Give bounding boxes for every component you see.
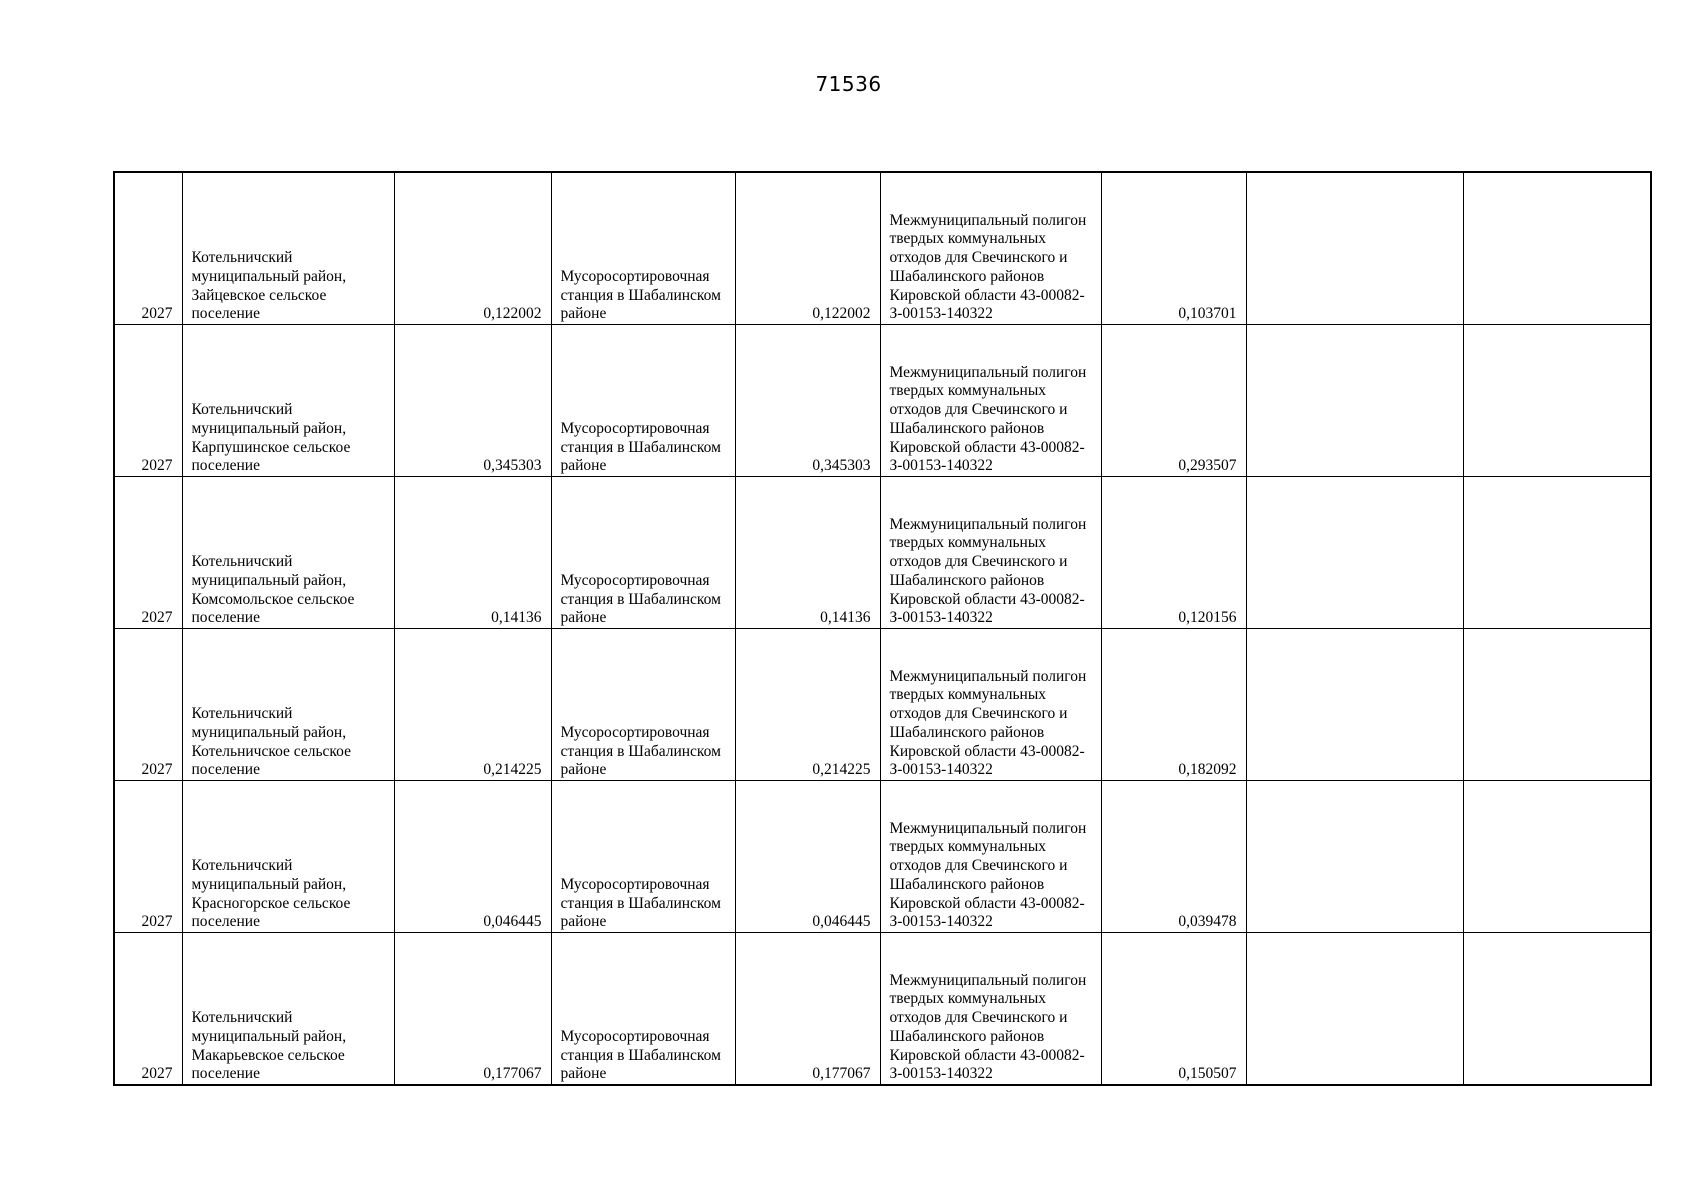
- facility-cell-text: Мусоросортировочная станция в Шабалинском районе: [560, 1027, 721, 1083]
- landfill-amount-cell: [1101, 933, 1246, 1086]
- empty-cell: [1463, 172, 1651, 325]
- landfill-amount-cell: [1101, 172, 1246, 325]
- landfill-amount-cell-text: 0,293507: [1178, 457, 1237, 475]
- page-number: 71536: [815, 72, 882, 96]
- year-cell-text: 2027: [141, 1065, 173, 1083]
- municipality-cell: [182, 629, 394, 781]
- municipality-cell-text: Котельничский муниципальный район, Карпушинское сельское поселение: [191, 401, 351, 475]
- facility-amount-cell-text: 0,345303: [812, 457, 871, 475]
- year-cell: [114, 172, 182, 325]
- facility-cell-text: Мусоросортировочная станция в Шабалинском районе: [560, 267, 721, 323]
- year-cell: [114, 629, 182, 781]
- table-row: [114, 629, 1651, 781]
- facility-amount-cell-text: 0,122002: [812, 305, 871, 323]
- amount-cell-text: 0,345303: [483, 457, 542, 475]
- landfill-cell-text: Межмуниципальный полигон твердых коммунальных отходов для Свечинского и Шабалинского районов Кировской области 43-00082-З-00153-140322: [889, 515, 1087, 627]
- year-cell-text: 2027: [141, 305, 173, 323]
- landfill-cell: [880, 933, 1101, 1086]
- municipality-cell-text: Котельничский муниципальный район, Красногорское сельское поселение: [191, 857, 351, 931]
- facility-amount-cell-text: 0,046445: [812, 913, 871, 931]
- empty-cell: [1246, 325, 1463, 477]
- landfill-cell: [880, 781, 1101, 933]
- facility-cell: [551, 629, 735, 781]
- year-cell: [114, 325, 182, 477]
- municipality-cell-text: Котельничский муниципальный район, Комсомольское сельское поселение: [191, 553, 355, 627]
- facility-amount-cell: [735, 172, 880, 325]
- table-row: [114, 933, 1651, 1086]
- facility-amount-cell: [735, 325, 880, 477]
- landfill-amount-cell: [1101, 477, 1246, 629]
- landfill-cell-text: Межмуниципальный полигон твердых коммунальных отходов для Свечинского и Шабалинского районов Кировской области 43-00082-З-00153-140322: [889, 971, 1087, 1083]
- facility-cell-text: Мусоросортировочная станция в Шабалинском районе: [560, 875, 721, 931]
- facility-amount-cell-text: 0,214225: [812, 761, 871, 779]
- landfill-amount-cell: [1101, 325, 1246, 477]
- facility-amount-cell: [735, 781, 880, 933]
- amount-cell-text: 0,046445: [483, 913, 542, 931]
- facility-cell-text: Мусоросортировочная станция в Шабалинском районе: [560, 419, 721, 475]
- empty-cell: [1246, 172, 1463, 325]
- facility-cell-text: Мусоросортировочная станция в Шабалинском районе: [560, 723, 721, 779]
- empty-cell: [1246, 933, 1463, 1086]
- year-cell: [114, 933, 182, 1086]
- facility-amount-cell: [735, 933, 880, 1086]
- amount-cell: [394, 933, 551, 1086]
- empty-cell: [1463, 933, 1651, 1086]
- amount-cell: [394, 172, 551, 325]
- municipality-cell: [182, 781, 394, 933]
- amount-cell-text: 0,14136: [491, 609, 542, 627]
- facility-amount-cell: [735, 629, 880, 781]
- empty-cell: [1246, 477, 1463, 629]
- landfill-cell-text: Межмуниципальный полигон твердых коммунальных отходов для Свечинского и Шабалинского районов Кировской области 43-00082-З-00153-140322: [889, 211, 1087, 323]
- municipality-cell-text: Котельничский муниципальный район, Котельничское сельское поселение: [191, 705, 351, 779]
- landfill-cell: [880, 477, 1101, 629]
- empty-cell: [1463, 477, 1651, 629]
- facility-cell-text: Мусоросортировочная станция в Шабалинском районе: [560, 571, 721, 627]
- municipality-cell: [182, 477, 394, 629]
- landfill-cell: [880, 172, 1101, 325]
- landfill-amount-cell: [1101, 781, 1246, 933]
- empty-cell: [1463, 781, 1651, 933]
- facility-amount-cell: [735, 477, 880, 629]
- amount-cell: [394, 477, 551, 629]
- landfill-amount-cell-text: 0,150507: [1178, 1065, 1237, 1083]
- amount-cell-text: 0,122002: [483, 305, 542, 323]
- amount-cell-text: 0,177067: [483, 1065, 542, 1083]
- facility-cell: [551, 781, 735, 933]
- amount-cell-text: 0,214225: [483, 761, 542, 779]
- landfill-cell-text: Межмуниципальный полигон твердых коммунальных отходов для Свечинского и Шабалинского районов Кировской области 43-00082-З-00153-140322: [889, 819, 1087, 931]
- table-row: [114, 172, 1651, 325]
- facility-amount-cell-text: 0,177067: [812, 1065, 871, 1083]
- municipality-cell-text: Котельничский муниципальный район, Макарьевское сельское поселение: [191, 1009, 347, 1083]
- landfill-amount-cell-text: 0,120156: [1178, 609, 1237, 627]
- empty-cell: [1463, 629, 1651, 781]
- landfill-cell-text: Межмуниципальный полигон твердых коммунальных отходов для Свечинского и Шабалинского районов Кировской области 43-00082-З-00153-140322: [889, 667, 1087, 779]
- landfill-cell: [880, 325, 1101, 477]
- empty-cell: [1463, 325, 1651, 477]
- facility-cell: [551, 933, 735, 1086]
- year-cell: [114, 477, 182, 629]
- year-cell-text: 2027: [141, 457, 173, 475]
- facility-cell: [551, 477, 735, 629]
- landfill-amount-cell-text: 0,039478: [1178, 913, 1237, 931]
- landfill-cell-text: Межмуниципальный полигон твердых коммунальных отходов для Свечинского и Шабалинского районов Кировской области 43-00082-З-00153-140322: [889, 363, 1087, 475]
- year-cell-text: 2027: [141, 761, 173, 779]
- municipality-cell: [182, 325, 394, 477]
- empty-cell: [1246, 629, 1463, 781]
- table-row: [114, 781, 1651, 933]
- table-row: [114, 325, 1651, 477]
- facility-amount-cell-text: 0,14136: [820, 609, 871, 627]
- landfill-amount-cell-text: 0,103701: [1178, 305, 1237, 323]
- landfill-amount-cell: [1101, 629, 1246, 781]
- year-cell-text: 2027: [141, 609, 173, 627]
- amount-cell: [394, 325, 551, 477]
- year-cell-text: 2027: [141, 913, 173, 931]
- amount-cell: [394, 629, 551, 781]
- municipality-cell: [182, 172, 394, 325]
- facility-cell: [551, 172, 735, 325]
- landfill-cell: [880, 629, 1101, 781]
- facility-cell: [551, 325, 735, 477]
- amount-cell: [394, 781, 551, 933]
- year-cell: [114, 781, 182, 933]
- waste-flow-table: [113, 171, 1652, 1086]
- municipality-cell-text: Котельничский муниципальный район, Зайцевское сельское поселение: [191, 249, 347, 323]
- empty-cell: [1246, 781, 1463, 933]
- table-row: [114, 477, 1651, 629]
- table-body: [114, 172, 1651, 1085]
- landfill-amount-cell-text: 0,182092: [1178, 761, 1237, 779]
- municipality-cell: [182, 933, 394, 1086]
